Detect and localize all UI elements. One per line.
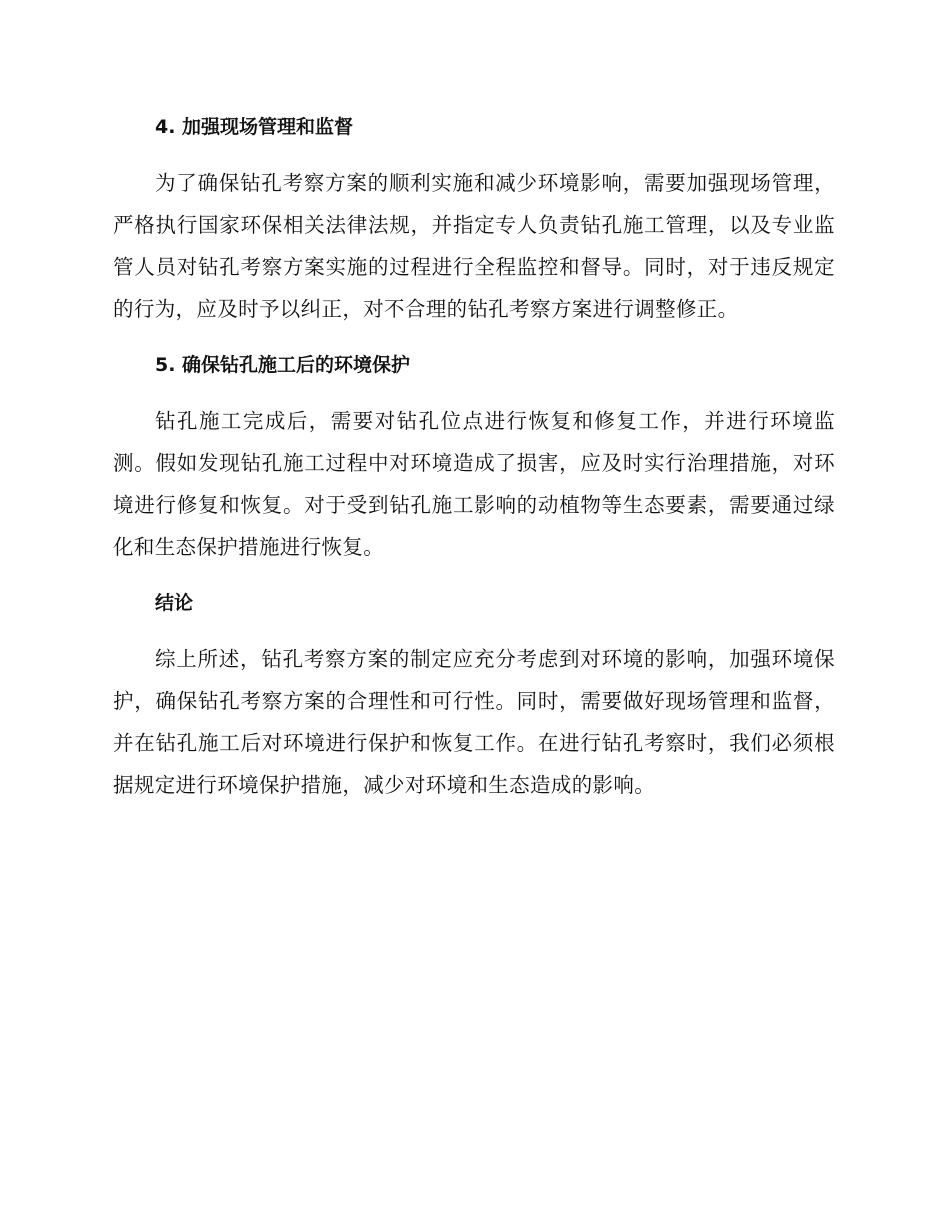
document-body bbox=[113, 107, 835, 806]
section-heading-conclusion: 结论 bbox=[155, 592, 194, 614]
section-paragraph-post-drilling-protection: 钻孔施工完成后，需要对钻孔位点进行恢复和修复工作，并进行环境监测。假如发现钻孔施工过程中对环境造成了损害，应及时实行治理措施，对环境进行修复和恢复。对于受到钻孔施工影响的动植物等生态要素，需要通过绿化和生态保护措施进行恢复。 bbox=[113, 409, 835, 559]
section-heading-site-management: 4. 加强现场管理和监督 bbox=[155, 116, 354, 138]
section-paragraph-site-management: 为了确保钻孔考察方案的顺利实施和减少环境影响，需要加强现场管理，严格执行国家环保相关法律法规，并指定专人负责钻孔施工管理，以及专业监管人员对钻孔考察方案实施的过程进行全程监控和督导。同时，对于违反规定的行为，应及时予以纠正，对不合理的钻孔考察方案进行调整修正。 bbox=[113, 171, 835, 321]
section-paragraph-conclusion: 综上所述，钻孔考察方案的制定应充分考虑到对环境的影响，加强环境保护，确保钻孔考察方案的合理性和可行性。同时，需要做好现场管理和监督，并在钻孔施工后对环境进行保护和恢复工作。在进行钻孔考察时，我们必须根据规定进行环境保护措施，减少对环境和生态造成的影响。 bbox=[113, 647, 835, 797]
section-heading-post-drilling-protection: 5. 确保钻孔施工后的环境保护 bbox=[155, 354, 411, 376]
